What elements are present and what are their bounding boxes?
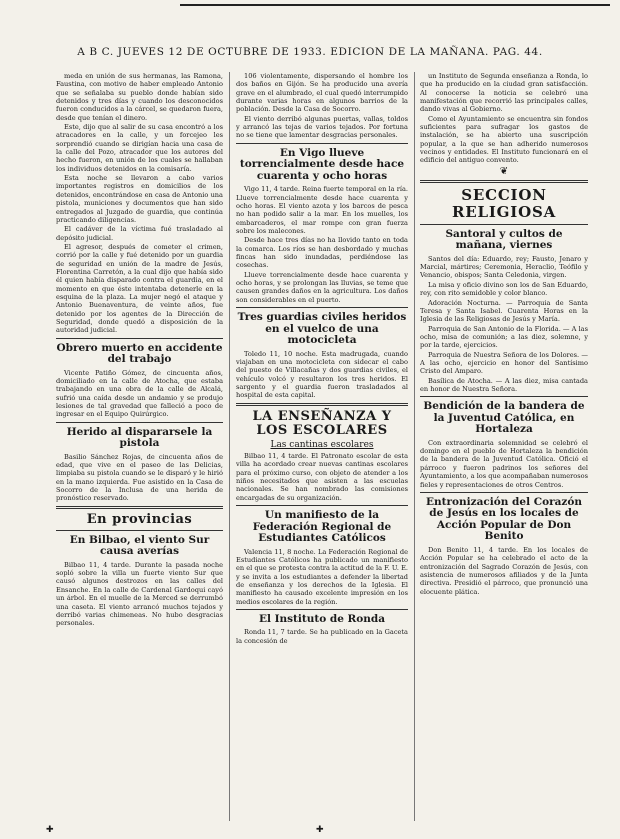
- headline-bendicion-bandera: Bendición de la bandera de la Juventud Católica, en Hortaleza: [423, 400, 585, 436]
- headline-instituto-ronda: El Instituto de Ronda: [258, 612, 386, 625]
- article-paragraph: Santos del día: Eduardo, rey; Fausto, Jenaro y Marcial, mártires; Ceremonia, Heraclio, Teófilo y Venancio, obispos; Santa Celedonia, virgen.: [420, 254, 588, 280]
- headline-entronizacion: Entronización del Corazón de Jesús en los locales de Acción Popular de Don Benito: [425, 495, 583, 543]
- section-title-ensenanza: LA ENSEÑANZA Y LOS ESCOLARES: [252, 408, 392, 438]
- article-paragraph: Vicente Patiño Gómez, de cincuenta años, domiciliado en la calle de Atocha, que estaba trabajando en una obra de la calle de Alcalá, sufrió una caída desde un andamio y se produjo lesiones de tal gravedad que falleció a poco de ingresar en el Equipo Quirúrgico.: [56, 368, 223, 419]
- divider: [420, 224, 588, 225]
- divider: [56, 422, 223, 423]
- article-paragraph: Valencia 11, 8 noche. La Federación Regional de Estudiantes Católicos ha publicado un manifiesto en el que se protesta contra la actitud de la F. U. E. y se invita a los estudiantes a defender la libertad de enseñanza y los derechos de la Iglesia. El manifiesto ha causado excelente impresión en los medios escolares de la región.: [236, 547, 408, 606]
- article-paragraph: Basilio Sánchez Rojas, de cincuenta años de edad, que vive en el paseo de las Delicias, limpiaba su pistola cuando se le disparó y le hirió en la mano izquierda. Fue asistido en la Casa de Socorro de la Inclusa de una herida de pronóstico reservado.: [56, 452, 223, 503]
- article-paragraph: La misa y oficio divino son los de San Eduardo, rey, con rito semidoble y color blanco.: [420, 280, 588, 298]
- article-paragraph: Vigo 11, 4 tarde. Reina fuerte temporal en la ría. Llueve torrencialmente desde hace cuarenta y ocho horas. El viento azota y los barcos de pesca no han podido salir a la mar. En los muelles, los embarcaderos, el mar rompe con gran fuerza sobre los malecones.: [236, 185, 408, 235]
- headline-vigo-llueve: En Vigo llueve torrencialmente desde hace cuarenta y ocho horas: [239, 146, 405, 182]
- headline-santoral: Santoral y cultos de mañana, viernes: [445, 227, 563, 252]
- page-footer: [0, 825, 620, 835]
- divider: [420, 396, 588, 397]
- headline-guardias-civiles: Tres guardias civiles heridos en el vuelco de una motocicleta: [237, 311, 407, 347]
- ornament-icon: ❦: [499, 165, 509, 177]
- top-rule: [180, 4, 610, 6]
- double-divider: [236, 403, 408, 406]
- double-divider: [56, 506, 223, 509]
- article-paragraph: El agresor, después de cometer el crimen, corrió por la calle y fué detenido por un guardia de seguridad en unión de la madre de Jesús, Florentina Carretón, a la cual dijo que había sido él quien había disparado contra el guardia, en el momento en que éste intentaba detenerle en la esquina de la plaza. La mujer negó el ataque y Antonio Buenaventura, de veinte años, fue detenido por los agentes de la Dirección de Seguridad, donde quedó a disposición de la autoridad judicial.: [56, 242, 223, 335]
- column-1: [56, 72, 223, 821]
- divider: [236, 307, 408, 308]
- page-header: A B C. JUEVES 12 DE OCTUBRE DE 1933. EDICION DE LA MAÑANA. PAG. 44.: [77, 46, 543, 58]
- article-paragraph: Bilbao 11, 4 tarde. Durante la pasada noche sopló sobre la villa un fuerte viento Sur que causó algunos destrozos en las calles del Ensanche. En la calle de Cardenal Gardoqui cayó un árbol. En el muelle de la Merced se derrumbó una caseta. El viento arrancó muchos tejados y derribó varias chimeneas. No hubo desgracias personales.: [56, 560, 223, 628]
- headline-bilbao-viento: En Bilbao, el viento Sur causa averías: [69, 533, 210, 558]
- divider: [56, 530, 223, 531]
- section-title-provincias: En provincias: [86, 511, 193, 527]
- divider: [236, 143, 408, 144]
- article-paragraph: Desde hace tres días no ha llovido tanto en toda la comarca. Los ríos se han desbordado y muchas fincas han sido inundadas, perdiéndose las cosechas.: [236, 236, 408, 270]
- headline-herido-pistola: Herido al dispararsele la pistola: [66, 425, 213, 450]
- section-title-religiosa: SECCION RELIGIOSA: [451, 185, 557, 221]
- article-paragraph: El cadáver de la víctima fué trasladado al depósito judicial.: [56, 225, 223, 242]
- article-paragraph: Bilbao 11, 4 tarde. El Patronato escolar de esta villa ha acordado crear nuevas cantinas escolares para el próximo curso, con objeto de atender a los niños necesitados que asisten a las escuelas nacionales. Se han nombrado las comisiones encargadas de su organización.: [236, 451, 408, 502]
- crop-mark-icon: ✚: [316, 825, 324, 835]
- article-paragraph: El viento derribó algunas puertas, vallas, toldos y arrancó las tejas de varios tejados. Por fortuna no se tiene que lamentar desgracias personales.: [236, 114, 408, 140]
- article-paragraph: Don Benito 11, 4 tarde. En los locales de Acción Popular se ha celebrado el acto de la entronización del Sagrado Corazón de Jesús, con asistencia de numerosos afiliados y de la Junta directiva. Presidió el párroco, que pronunció una elocuente plática.: [420, 545, 588, 596]
- column-divider: [414, 72, 415, 821]
- article-paragraph: un Instituto de Segunda enseñanza a Ronda, lo que ha producido en la ciudad gran satisfacción. Al conocerse la noticia se celebró una manifestación que recorrió las principales calles, dando vivas al Gobierno.: [420, 72, 588, 114]
- article-paragraph: Como el Ayuntamiento se encuentra sin fondos suficientes para sufragar los gastos de instalación, se ha abierto una suscripción popular, a la que se han adherido numerosos vecinos y entidades. El Instituto funcionará en el edificio del antiguo convento.: [420, 114, 588, 165]
- article-paragraph: Con extraordinaria solemnidad se celebró el domingo en el pueblo de Hortaleza la bendición de la bandera de la Juventud Católica. Ofició el párroco y fueron padrinos los señores del Ayuntamiento, a los que acompañaban numerosos fieles y representaciones de otros Centros.: [420, 438, 588, 489]
- article-paragraph: Parroquia de Nuestra Señora de los Dolores. — A las ocho, ejercicio en honor del Santísimo Cristo del Amparo.: [420, 350, 588, 376]
- divider: [56, 338, 223, 339]
- article-paragraph: Llueve torrencialmente desde hace cuarenta y ocho horas, y se prolongan las lluvias, se teme que causen grandes daños en la agricultura. Los daños son considerables en el puerto.: [236, 270, 408, 304]
- divider: [420, 492, 588, 493]
- crop-mark-icon: ✚: [46, 825, 54, 835]
- article-paragraph: Parroquia de San Antonio de la Florida. — A las ocho, misa de comunión; a las diez, solemne, y por la tarde, ejercicios.: [420, 324, 588, 350]
- headline-obrero-muerto: Obrero muerto en accidente del trabajo: [56, 341, 223, 366]
- double-divider: [420, 180, 588, 183]
- headline-federacion-estudiantes: Un manifiesto de la Federación Regional de Estudiantes Católicos: [252, 509, 392, 545]
- article-paragraph: Esta noche se llevaron a cabo varios importantes registros en domicilios de los detenidos, encontrándose en casa de Antonio una pistola, municiones y documentos que han sido entregados al Juzgado de guardia, que continúa practicando diligencias.: [56, 174, 223, 224]
- article-paragraph: 106 violentamente, dispersando el hombre los dos baños en Gijón. Se ha producido una avería grave en el alumbrado, el cual quedó interrumpido durante varias horas en algunos barrios de la población. Desde la Casa de Socorro.: [236, 72, 408, 114]
- article-paragraph: Toledo 11, 10 noche. Esta madrugada, cuando viajaban en una motocicleta con sidecar el cabo del puesto de Villacañas y dos guardias civiles, el vehículo volcó y resultaron los tres heridos. El sargento y el guardia fueron trasladados al hospital de esta capital.: [236, 349, 408, 400]
- divider: [236, 505, 408, 506]
- column-3: [420, 72, 588, 821]
- article-paragraph: Este, dijo que al salir de su casa encontró a los atracadores en la calle, y un forcejeo les sorprendió cuando se dirigían hacia una casa de la calle del Pozo, atracador que los autores del hecho fueron, en unión de los cuales se hallaban los individuos detenidos en la comisaría.: [56, 123, 223, 173]
- divider: [236, 609, 408, 610]
- article-paragraph: Ronda 11, 7 tarde. Se ha publicado en la Gaceta la concesión de: [236, 628, 408, 645]
- column-2: [236, 72, 408, 821]
- column-divider: [229, 72, 230, 821]
- subhead-cantinas: Las cantinas escolares: [270, 439, 374, 450]
- article-paragraph: Basílica de Atocha. — A las diez, misa cantada en honor de Nuestra Señora.: [420, 376, 588, 393]
- article-paragraph: meda en unión de sus hermanas, las Ramona, Faustina, con motivo de haber empleado Antonio que se señalaba su pueblo donde habían sido detenidos y tres días y cuando los desconocidos fueron conducidos a la cárcel, se quedaron fuera, desde que tenían el dinero.: [56, 72, 223, 122]
- article-paragraph: Adoración Nocturna. — Parroquia de Santa Teresa y Santa Isabel. Cuarenta Horas en la Iglesia de las Religiosas de Jesús y María.: [420, 298, 588, 324]
